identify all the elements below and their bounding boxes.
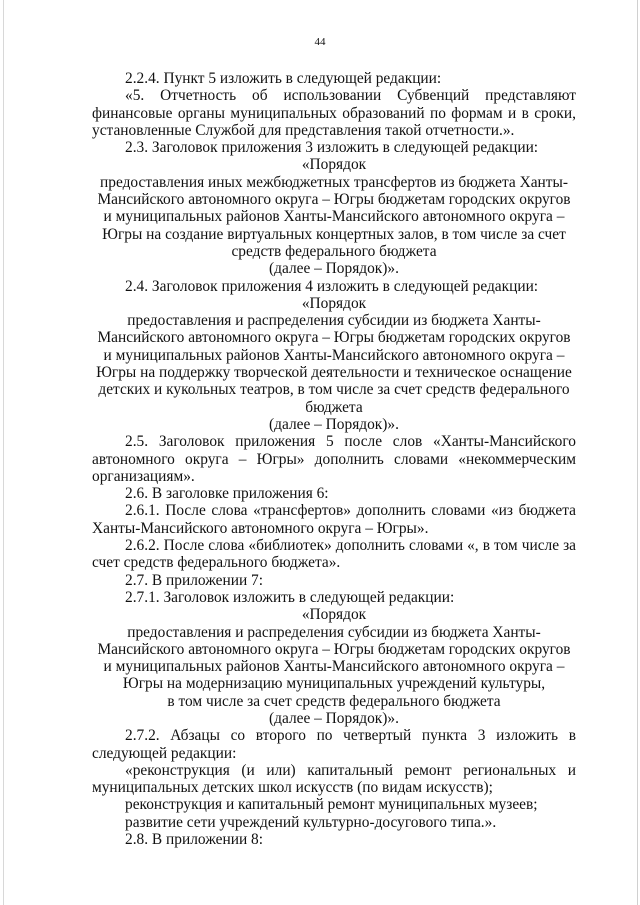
page-left-edge	[3, 0, 4, 905]
paragraph-2-5: 2.5. Заголовок приложения 5 после слов «Ханты-Мансийского автономного округа – Югры» дополнить словами «некоммерческим организациям».	[92, 433, 576, 485]
heading-app7-federal: в том числе за счет средств федерального бюджета	[167, 692, 501, 710]
heading-app4-tail: (далее – Порядок)».	[269, 415, 399, 433]
page-number: 44	[314, 36, 326, 48]
heading-poryadok-app3: «Порядок	[301, 156, 367, 174]
paragraph-2-2-4: 2.2.4. Пункт 5 изложить в следующей редакции:	[125, 70, 442, 87]
paragraph-2-7-1: 2.7.1. Заголовок изложить в следующей редакции:	[125, 588, 455, 606]
paragraph-2-6-1: 2.6.1. После слова «трансфертов» дополнить словами «из бюджета Ханты-Мансийского автономного округа – Югры».	[92, 502, 576, 537]
heading-poryadok-app7: «Порядок	[301, 606, 367, 624]
paragraph-cultural-network: развитие сети учреждений культурно-досугового типа.».	[125, 813, 497, 831]
paragraph-2-6-2: 2.6.2. После слова «библиотек» дополнить словами «, в том числе за счет средств федерального бюджета».	[92, 537, 576, 572]
heading-app3-body: предоставления иных межбюджетных трансфертов из бюджета Ханты-Мансийского автономного округа – Югры бюджетам городских округов и муниципальных районов Ханты-Мансийского автономного округа – Югры на создание виртуальных концертных залов, в том числе за счет средств федерального бюджета	[97, 173, 571, 260]
document-body	[92, 70, 576, 848]
paragraph-schools: «реконструкция (и или) капитальный ремонт региональных и муниципальных детских школ искусств (по видам искусств);	[92, 761, 576, 797]
heading-app3-tail: (далее – Порядок)».	[269, 260, 399, 278]
heading-app7-tail: (далее – Порядок)».	[269, 709, 399, 727]
paragraph-2-8: 2.8. В приложении 8:	[125, 831, 263, 849]
page-right-edge	[637, 0, 638, 905]
paragraph-2-4: 2.4. Заголовок приложения 4 изложить в следующей редакции:	[125, 277, 539, 295]
heading-poryadok-app4: «Порядок	[301, 294, 367, 312]
paragraph-2-6: 2.6. В заголовке приложения 6:	[125, 485, 329, 503]
heading-app7-body: предоставления и распределения субсидии из бюджета Ханты-Мансийского автономного округа – Югры бюджетам городских округов и муниципальных районов Ханты-Мансийского автономного округа – Югры на модернизацию муниципальных учреждений культуры,	[97, 623, 571, 693]
paragraph-museums: реконструкция и капитальный ремонт муниципальных музеев;	[125, 796, 538, 814]
paragraph-2-7-2: 2.7.2. Абзацы со второго по четвертый пункта 3 изложить в следующей редакции:	[92, 727, 576, 762]
heading-app4-body: предоставления и распределения субсидии из бюджета Ханты-Мансийского автономного округа – Югры бюджетам городских округов и муниципальных районов Ханты-Мансийского автономного округа – Югры на поддержку творческой деятельности и техническое оснащение детских и кукольных театров, в том числе за счет средств федерального бюджета	[96, 312, 572, 416]
paragraph-point-5-text: «5. Отчетность об использовании Субвенций представляют финансовые органы муниципальных образований по формам и в сроки, установленные Службой для представления такой отчетности.».	[92, 87, 576, 139]
paragraph-2-7: 2.7. В приложении 7:	[125, 571, 263, 589]
paragraph-2-3: 2.3. Заголовок приложения 3 изложить в следующей редакции:	[125, 139, 539, 157]
